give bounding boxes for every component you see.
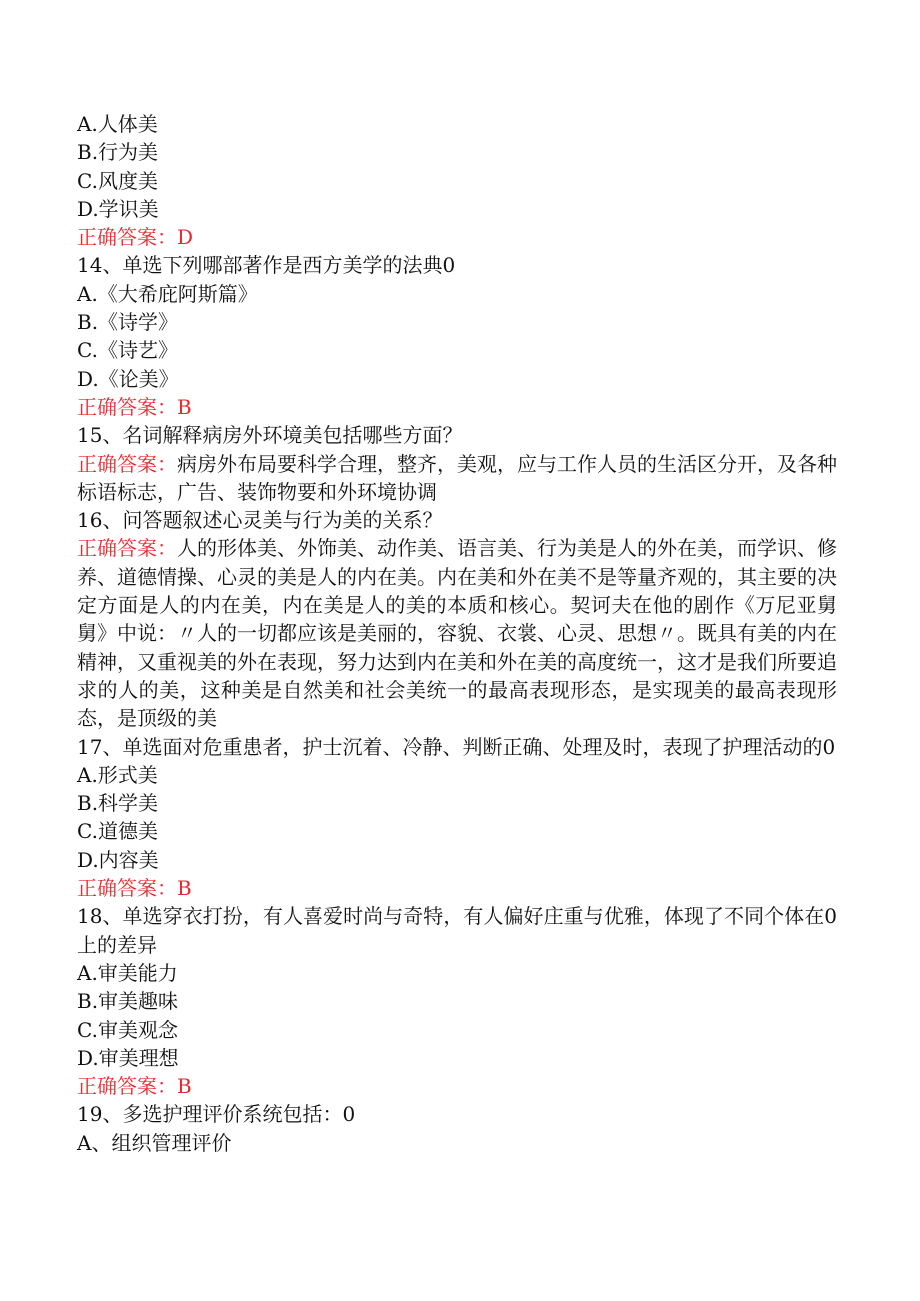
answer-paragraph: [77, 450, 837, 507]
option-a: A.审美能力: [77, 960, 178, 985]
option-b: B.行为美: [77, 140, 159, 165]
answer-label: 正确答案：: [77, 394, 177, 419]
answer-line: [77, 1072, 837, 1100]
question-block-16: [77, 506, 837, 732]
answer-label: 正确答案：: [77, 876, 177, 901]
option-a: A.形式美: [77, 762, 158, 787]
answer-paragraph: [77, 534, 837, 732]
answer-value: B: [177, 876, 192, 901]
question-block-18: [77, 902, 837, 1100]
option-c: C.风度美: [77, 168, 158, 193]
question-block-13: [77, 110, 837, 251]
question-text: 14、单选下列哪部著作是西方美学的法典0: [77, 253, 456, 278]
option-a: A、组织管理评价: [77, 1130, 232, 1155]
answer-label: 正确答案：: [77, 451, 177, 476]
question-text: 19、多选护理评价系统包括：0: [77, 1102, 356, 1127]
answer-label: 正确答案：: [77, 225, 177, 250]
answer-value: B: [177, 394, 192, 419]
option-b: B.《诗学》: [77, 310, 179, 335]
option-d: D.《论美》: [77, 366, 179, 391]
answer-line: [77, 874, 837, 902]
answer-value: D: [177, 225, 194, 250]
question-text: 16、问答题叙述心灵美与行为美的关系？: [77, 508, 443, 533]
question-text: 17、单选面对危重患者，护士沉着、冷静、判断正确、处理及时，表现了护理活动的0: [77, 734, 836, 759]
answer-value: 病房外布局要科学合理，整齐，美观，应与工作人员的生活区分开，及各种标语标志，广告、装饰物要和外环境协调: [77, 451, 837, 504]
option-a: A.《大希庇阿斯篇》: [77, 281, 258, 306]
answer-label: 正确答案：: [77, 1074, 177, 1099]
question-block-15: [77, 421, 837, 506]
answer-label: 正确答案：: [77, 536, 177, 561]
question-block-14: [77, 251, 837, 421]
answer-line: [77, 393, 837, 421]
option-d: D.学识美: [77, 196, 159, 221]
question-block-19: [77, 1100, 837, 1157]
option-d: D.内容美: [77, 847, 159, 872]
question-text: 15、名词解释病房外环境美包括哪些方面？: [77, 423, 463, 448]
option-b: B.科学美: [77, 791, 159, 816]
option-c: C.《诗艺》: [77, 338, 178, 363]
question-text: 18、单选穿衣打扮，有人喜爱时尚与奇特，有人偏好庄重与优雅，体现了不同个体在0上的差异: [77, 904, 837, 957]
option-c: C.道德美: [77, 819, 158, 844]
option-c: C.审美观念: [77, 1017, 178, 1042]
answer-value: 人的形体美、外饰美、动作美、语言美、行为美是人的外在美，而学识、修养、道德情操、心灵的美是人的内在美。内在美和外在美不是等量齐观的，其主要的决定方面是人的内在美，内在美是人的美的本质和核心。契诃夫在他的剧作《万尼亚舅舅》中说：〃人的一切都应该是美丽的，容貌、衣裳、心灵、思想〃。既具有美的内在精神，又重视美的外在表现，努力达到内在美和外在美的高度统一，这才是我们所要追求的人的美，这种美是自然美和社会美统一的最高表现形态，是实现美的最高表现形态，是顶级的美: [77, 536, 837, 731]
option-a: A.人体美: [77, 112, 158, 136]
answer-value: B: [177, 1074, 192, 1099]
document-page: [77, 110, 837, 1157]
question-block-17: [77, 733, 837, 903]
answer-line: [77, 223, 837, 251]
option-d: D.审美理想: [77, 1045, 179, 1070]
option-b: B.审美趣味: [77, 989, 179, 1014]
